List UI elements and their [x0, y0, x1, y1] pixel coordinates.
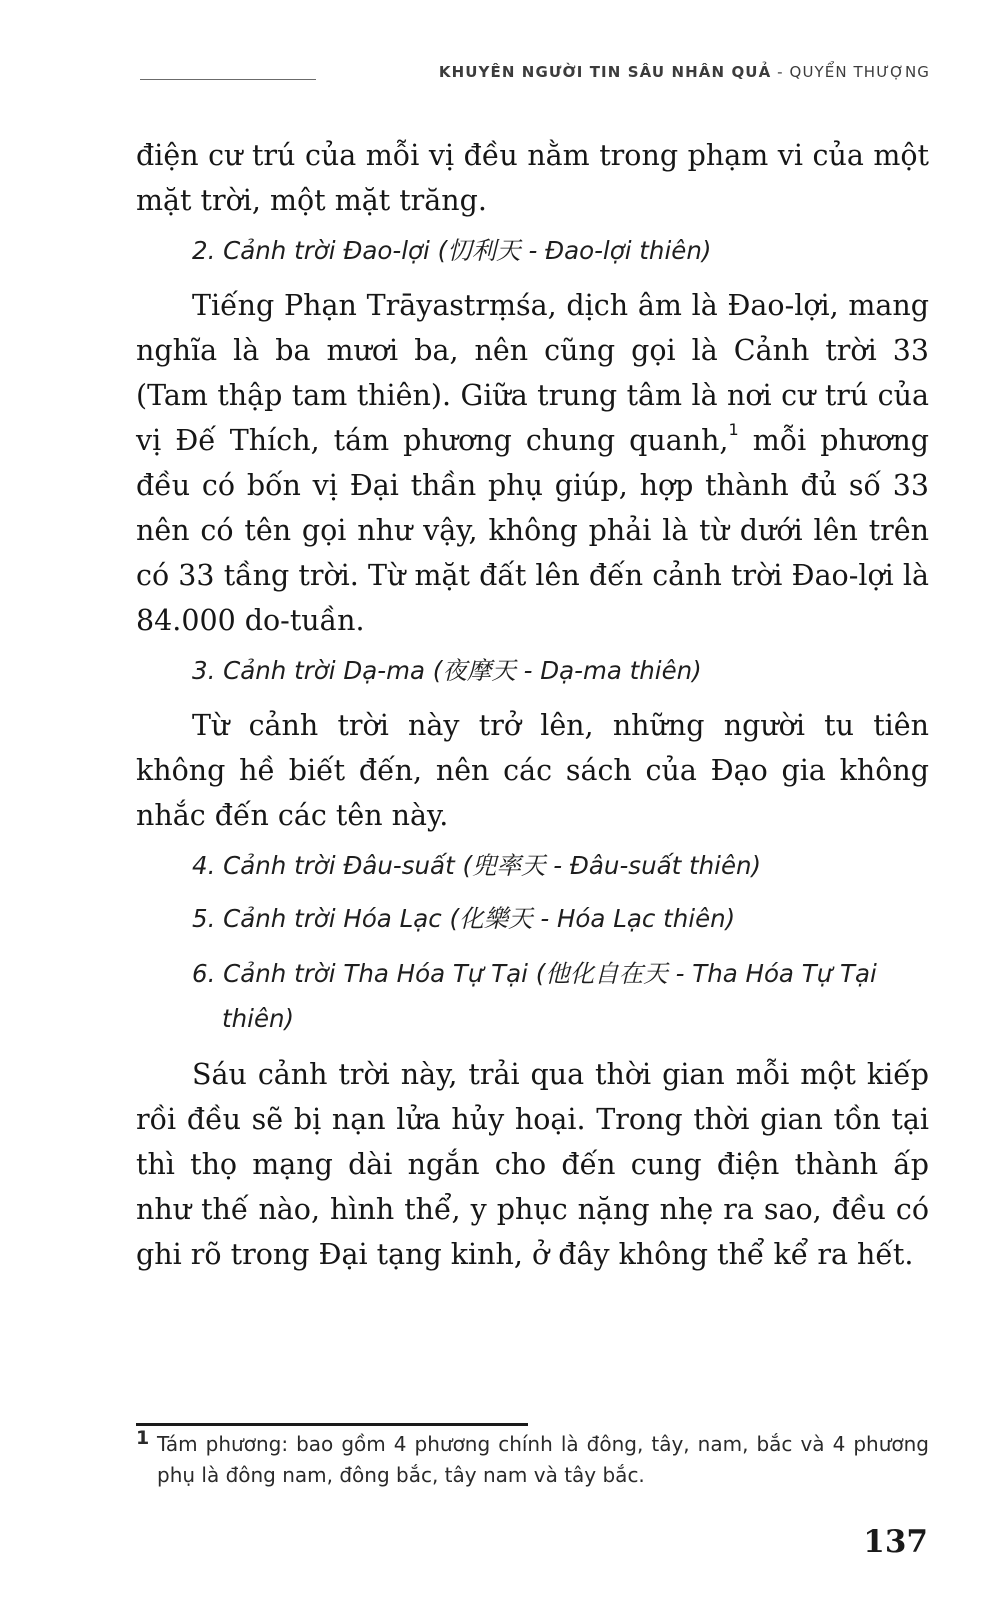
- footnote-reference[interactable]: 1: [728, 419, 739, 439]
- paragraph-six-heavens: Sáu cảnh trời này, trải qua thời gian mỗi một kiếp rồi đều sẽ bị nạn lửa hủy hoại. Trong thời gian tồn tại thì thọ mạng dài ngắn cho đến cung điện thành ấp như thế nào, hình thể, y phục nặng nhẹ ra sao, đều có ghi rõ trong Đại tạng kinh, ở đây không thể kể ra hết.: [136, 1058, 929, 1271]
- section-heading-4: 4. Cảnh trời Đâu-suất (兜率天 - Đâu-suất thiên): [192, 851, 762, 880]
- running-head-volume: QUYỂN THƯỢNG: [789, 63, 930, 81]
- running-head: [439, 63, 930, 81]
- running-head-separator: -: [771, 63, 790, 81]
- paragraph-text: Tiếng Phạn Trāyastrṃśa, dịch âm là Đao-lợi, mang nghĩa là ba mươi ba, nên cũng gọi là Cảnh trời 33 (Tam thập tam thiên). Giữa trung tâm là nơi cư trú của vị Đế Thích, tám phương chung quanh,: [136, 289, 929, 457]
- footnote-rule: [136, 1423, 528, 1426]
- running-head-book-title: KHUYÊN NGƯỜI TIN SÂU NHÂN QUẢ: [438, 63, 772, 81]
- paragraph-continued: điện cư trú của mỗi vị đều nằm trong phạm vi của một mặt trời, một mặt trăng.: [136, 139, 929, 217]
- paragraph-trayastrmsa: [136, 283, 929, 643]
- page-body: [136, 133, 929, 1284]
- header-rule: [140, 79, 316, 80]
- section-heading-6: 6. Cảnh trời Tha Hóa Tự Tại (他化自在天 - Tha Hóa Tự Tại thiên): [192, 959, 877, 1033]
- section-heading-2: 2. Cảnh trời Đao-lợi (忉利天 - Đao-lợi thiên): [192, 236, 712, 265]
- footnote: [136, 1429, 929, 1491]
- paragraph-text: mỗi phương đều có bốn vị Đại thần phụ giúp, hợp thành đủ số 33 nên có tên gọi như vậy, không phải là từ dưới lên trên có 33 tầng trời. Từ mặt đất lên đến cảnh trời Đao-lợi là 84.000 do-tuần.: [136, 424, 929, 637]
- section-heading-3: 3. Cảnh trời Dạ-ma (夜摩天 - Dạ-ma thiên): [192, 656, 702, 685]
- section-heading-5: 5. Cảnh trời Hóa Lạc (化樂天 - Hóa Lạc thiên): [192, 904, 736, 933]
- page-number: 137: [863, 1524, 928, 1560]
- footnote-text: Tám phương: bao gồm 4 phương chính là đông, tây, nam, bắc và 4 phương phụ là đông nam, đông bắc, tây nam và tây bắc.: [157, 1432, 929, 1487]
- footnote-number: 1: [136, 1427, 150, 1449]
- paragraph-dama: Từ cảnh trời này trở lên, những người tu tiên không hề biết đến, nên các sách của Đạo gia không nhắc đến các tên này.: [136, 709, 929, 832]
